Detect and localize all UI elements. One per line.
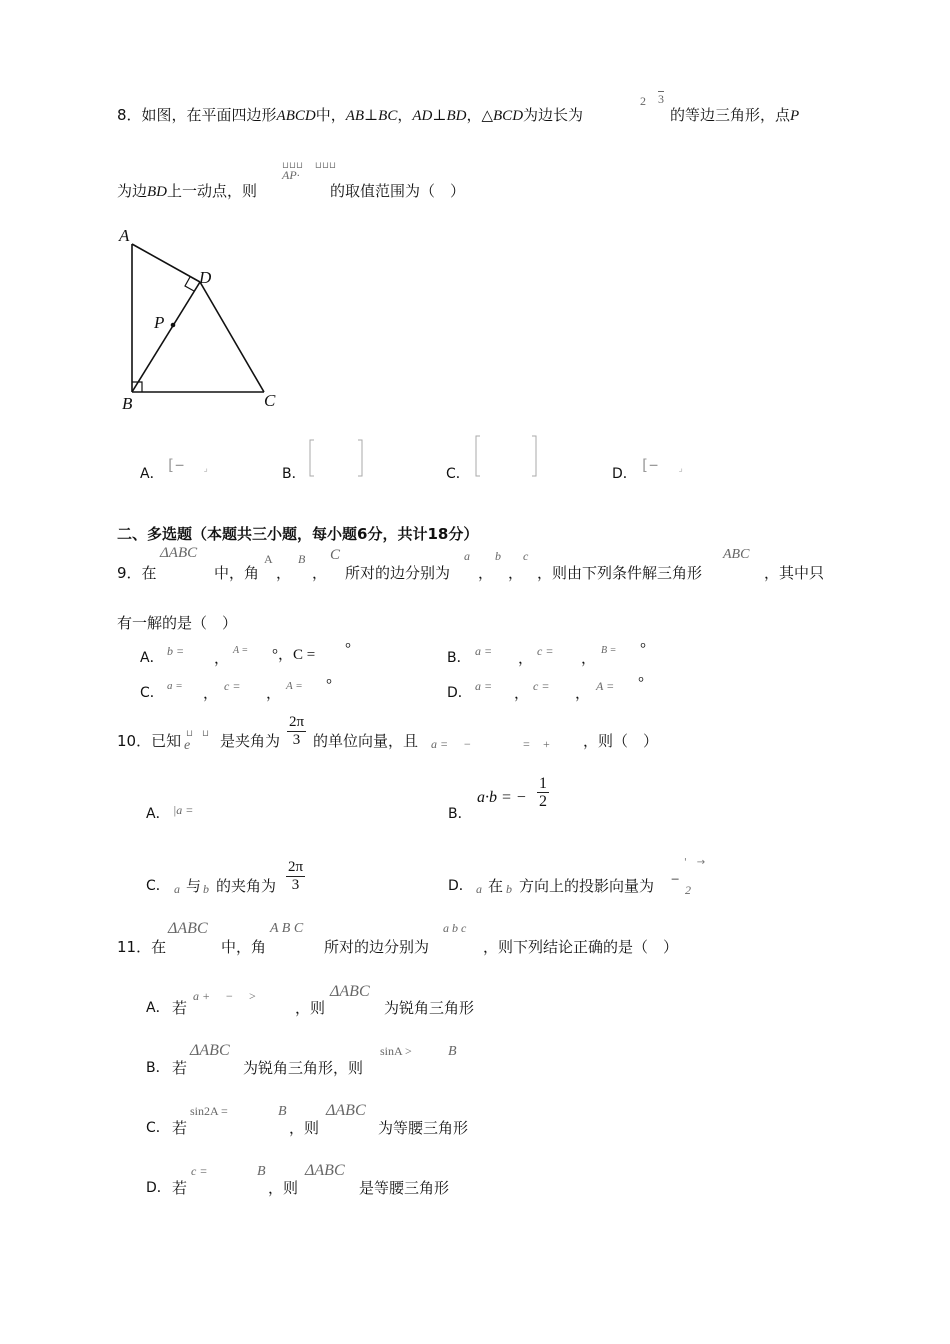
q11-option-d-label[interactable]: D． — [146, 1180, 171, 1196]
q11-option-c-text-2: ，则 — [289, 1119, 320, 1137]
q10-option-c-label[interactable]: C． — [146, 878, 170, 894]
q10-angle-den: 3 — [292, 732, 301, 748]
q8-option-d-content: [− — [640, 456, 659, 474]
q11-num: 11．在 — [117, 938, 167, 956]
q10-option-d-label[interactable]: D． — [448, 878, 473, 894]
q8-text-7: 的取值范围为（ ） — [330, 182, 466, 200]
q10-option-c-text-1: 与 — [186, 877, 202, 895]
q10-option-b-frac — [537, 775, 549, 810]
q8-option-a-close: ⌟ — [203, 464, 209, 474]
q9-option-c-sep-2: ， — [266, 684, 282, 702]
q8-abcd: ABCD — [276, 108, 316, 124]
fig-edge-bd — [132, 282, 200, 392]
q11-angles: A B C — [270, 921, 304, 936]
q8-option-d-close: ⌟ — [678, 464, 684, 474]
q11-option-c-expr: sin2A = — [190, 1104, 228, 1118]
q8-comma1: ， — [397, 106, 413, 124]
q11-option-b-text-2: 为锐角三角形，则 — [243, 1059, 364, 1077]
q9-option-a-expr-2: A = — [233, 645, 249, 656]
q10-option-d-text-1: 在 — [488, 877, 504, 895]
q11-option-d-text-2: ，则 — [268, 1179, 299, 1197]
q8-option-d[interactable]: D． — [612, 466, 637, 482]
q9-option-d-expr-3: A = — [596, 679, 615, 693]
q11-option-d-text-1: 若 — [172, 1179, 188, 1197]
q10-e-vector: e — [184, 738, 191, 753]
q11-option-d-b: B — [257, 1164, 266, 1179]
q8-option-b[interactable]: B． — [282, 466, 306, 482]
q11-option-a-expr: a + − > — [193, 989, 257, 1003]
q8-rel2: AD⊥BD — [412, 108, 467, 124]
q9-sep-2: ， — [312, 564, 328, 582]
q11-option-b-b: B — [448, 1044, 457, 1059]
q10-option-c-a: a — [174, 882, 180, 896]
q9-num: 9．在 — [117, 564, 157, 582]
q11-option-c-b: B — [278, 1104, 287, 1119]
q11-option-c-label[interactable]: C． — [146, 1120, 170, 1136]
q8-dot: · — [296, 168, 300, 182]
fig-edge-ad — [132, 244, 200, 282]
q8-text-1: 8．如图，在平面四边形 — [117, 106, 277, 124]
q11-option-b-text-1: 若 — [172, 1059, 188, 1077]
q10-option-d-text-2: 方向上的投影向量为 — [519, 877, 655, 895]
q11-sides: a b c — [443, 921, 467, 935]
q9-option-b-sep-1: ， — [518, 649, 534, 667]
q11-text-2: 所对的边分别为 — [324, 938, 430, 956]
q9-line-2: 有一解的是（ ） — [117, 614, 238, 632]
q10-option-c-den: 3 — [291, 877, 300, 893]
q9-option-d-expr-4: ° — [638, 675, 644, 691]
q10-option-b-label[interactable]: B． — [448, 806, 472, 822]
q8-side-sqrt3: 3 — [658, 92, 664, 106]
q10-option-d-b: b — [506, 882, 512, 896]
q9-option-d-expr-1: a = — [475, 679, 493, 693]
q11-option-c-text-3: 为等腰三角形 — [378, 1119, 469, 1137]
q9-option-b-expr-2: c = — [537, 644, 554, 658]
q10-option-c-num: 2π — [288, 859, 304, 875]
q10-text-3: 的单位向量，且 — [313, 732, 419, 750]
fig-label-p: P — [154, 313, 165, 332]
q8-line2 — [117, 180, 257, 201]
q8-comma2: ， — [466, 106, 482, 124]
q8-text-3: 为边长为 — [523, 106, 584, 124]
q8-ap-vector — [282, 168, 300, 183]
q10-option-b-num: 1 — [539, 775, 547, 792]
fig-point-p — [171, 323, 176, 328]
q10-option-b-den: 2 — [539, 793, 547, 810]
q9-option-d-expr-2: c = — [533, 679, 550, 693]
q9-abc: ABC — [723, 547, 750, 562]
q9-side-c: c — [523, 549, 529, 563]
q8-vector-arrow-marks: ⊔⊔⊔ ⊔⊔⊔ — [282, 161, 336, 171]
q10-option-c-frac — [286, 859, 305, 894]
q11-option-b-triangle: ΔABC — [190, 1042, 230, 1059]
q9-side-a: a — [464, 549, 470, 563]
q9-option-a-expr-4: ° — [345, 641, 351, 657]
q8-text-6: 上一动点，则 — [167, 182, 258, 200]
q9-option-c-sep-1: ， — [203, 684, 219, 702]
q11-option-d-triangle: ΔABC — [305, 1162, 345, 1179]
fig-label-d: D — [199, 268, 212, 287]
q9-option-d-sep-1: ， — [514, 684, 530, 702]
q9-option-a-sep: ， — [214, 649, 230, 667]
q11-option-b-expr: sinA > — [380, 1044, 412, 1058]
q9-option-c-expr-4: ° — [326, 677, 332, 693]
q8-option-c-brackets — [474, 434, 540, 478]
q9-option-b-label[interactable]: B． — [447, 650, 471, 666]
fig-right-angle-d — [185, 277, 194, 291]
q8-line1-end — [670, 104, 799, 125]
q9-option-a-expr-3: °，C = — [272, 647, 316, 663]
q9-sep-1: ， — [276, 564, 292, 582]
q8-option-a[interactable]: A． — [140, 466, 164, 482]
q9-text-4: ，其中只 — [764, 564, 825, 582]
q10-text-1: 10．已知 — [117, 732, 182, 750]
q8-text-5: 为边 — [117, 182, 148, 200]
q9-text-3: ，则由下列条件解三角形 — [537, 564, 703, 582]
q9-text-1: 中，角 — [214, 564, 260, 582]
q8-figure — [112, 222, 292, 412]
q8-side-2: 2 — [640, 94, 646, 108]
q9-option-b-expr-3: B = — [601, 645, 617, 656]
q9-option-c-expr-1: a = — [167, 680, 183, 692]
q9-sep-4: ， — [508, 564, 524, 582]
q9-option-d-label[interactable]: D． — [447, 685, 472, 701]
fig-edge-cd — [200, 282, 264, 392]
q9-side-b: b — [495, 549, 501, 563]
q9-option-d-sep-2: ， — [575, 684, 591, 702]
q11-option-a-label[interactable]: A． — [146, 1000, 170, 1016]
q11-option-a-triangle: ΔABC — [330, 983, 370, 1000]
q10-option-d-minus: − — [671, 872, 680, 888]
q10-option-d-den: 2 — [685, 883, 691, 897]
q9-option-b-expr-4: ° — [640, 641, 646, 657]
q9-option-c-label[interactable]: C． — [140, 685, 164, 701]
q9-angle-c: C — [330, 547, 341, 563]
q9-option-a-expr-1: b = — [167, 644, 185, 658]
q9-angle-a: A — [264, 552, 273, 566]
q8-line1 — [117, 104, 583, 125]
q11-option-c-text-1: 若 — [172, 1119, 188, 1137]
q8-bd: BD — [147, 184, 168, 200]
q11-text-3: ，则下列结论正确的是（ ） — [483, 938, 679, 956]
q9-option-b-sep-2: ， — [581, 649, 597, 667]
q10-option-a-expr: |a = — [173, 803, 194, 817]
section-2-heading: 二、多选题（本题共三小题，每小题6分，共计18分） — [117, 525, 479, 543]
q11-option-d-text-3: 是等腰三角形 — [359, 1179, 450, 1197]
q9-option-c-expr-2: c = — [224, 679, 241, 693]
fig-label-a: A — [119, 226, 130, 245]
q10-expr: a = − = + — [431, 737, 551, 751]
q8-text-4: 的等边三角形，点 — [670, 106, 791, 124]
q11-option-b-label[interactable]: B． — [146, 1060, 170, 1076]
q10-option-a-label[interactable]: A． — [146, 806, 170, 822]
q8-triangle: △BCD — [481, 108, 524, 124]
fig-label-b: B — [122, 394, 133, 412]
q8-ap: AP — [282, 168, 297, 182]
q9-option-a-label[interactable]: A． — [140, 650, 164, 666]
q8-option-a-content: [− — [166, 456, 185, 474]
q8-rel1: AB⊥BC — [345, 108, 398, 124]
q11-option-c-triangle: ΔABC — [326, 1102, 366, 1119]
q9-angle-b: B — [298, 552, 306, 566]
q11-text-1: 中，角 — [221, 938, 267, 956]
q10-angle-num: 2π — [289, 714, 305, 730]
q11-option-a-text-2: ，则 — [295, 999, 326, 1017]
q8-option-c[interactable]: C． — [446, 466, 470, 482]
q9-triangle: ΔABC — [160, 545, 198, 561]
q9-text-2: 所对的边分别为 — [345, 564, 451, 582]
q8-point-p: P — [790, 108, 800, 124]
q9-sep-3: ， — [478, 564, 494, 582]
q10-e-marks: ⊔ ⊔ — [186, 729, 210, 739]
fig-label-c: C — [264, 391, 276, 410]
q11-option-d-expr: c = — [191, 1164, 208, 1178]
q8-text-2: 中， — [315, 106, 346, 124]
q9-option-c-expr-3: A = — [286, 680, 303, 692]
q11-option-a-text-3: 为锐角三角形 — [384, 999, 475, 1017]
q11-triangle: ΔABC — [168, 920, 208, 937]
q10-option-d-marks: ' → — [684, 857, 706, 868]
q10-text-4: ，则（ ） — [583, 732, 659, 750]
q10-option-b-expr: a·b = − — [477, 789, 527, 806]
q11-option-a-text-1: 若 — [172, 999, 188, 1017]
q10-angle-frac — [287, 714, 306, 749]
q10-option-c-text-2: 的夹角为 — [216, 877, 277, 895]
q8-option-b-brackets — [308, 438, 366, 478]
q10-option-c-b: b — [203, 882, 209, 896]
q9-option-b-expr-1: a = — [475, 644, 493, 658]
q10-text-2: 是夹角为 — [220, 732, 281, 750]
q10-option-d-a: a — [476, 882, 482, 896]
